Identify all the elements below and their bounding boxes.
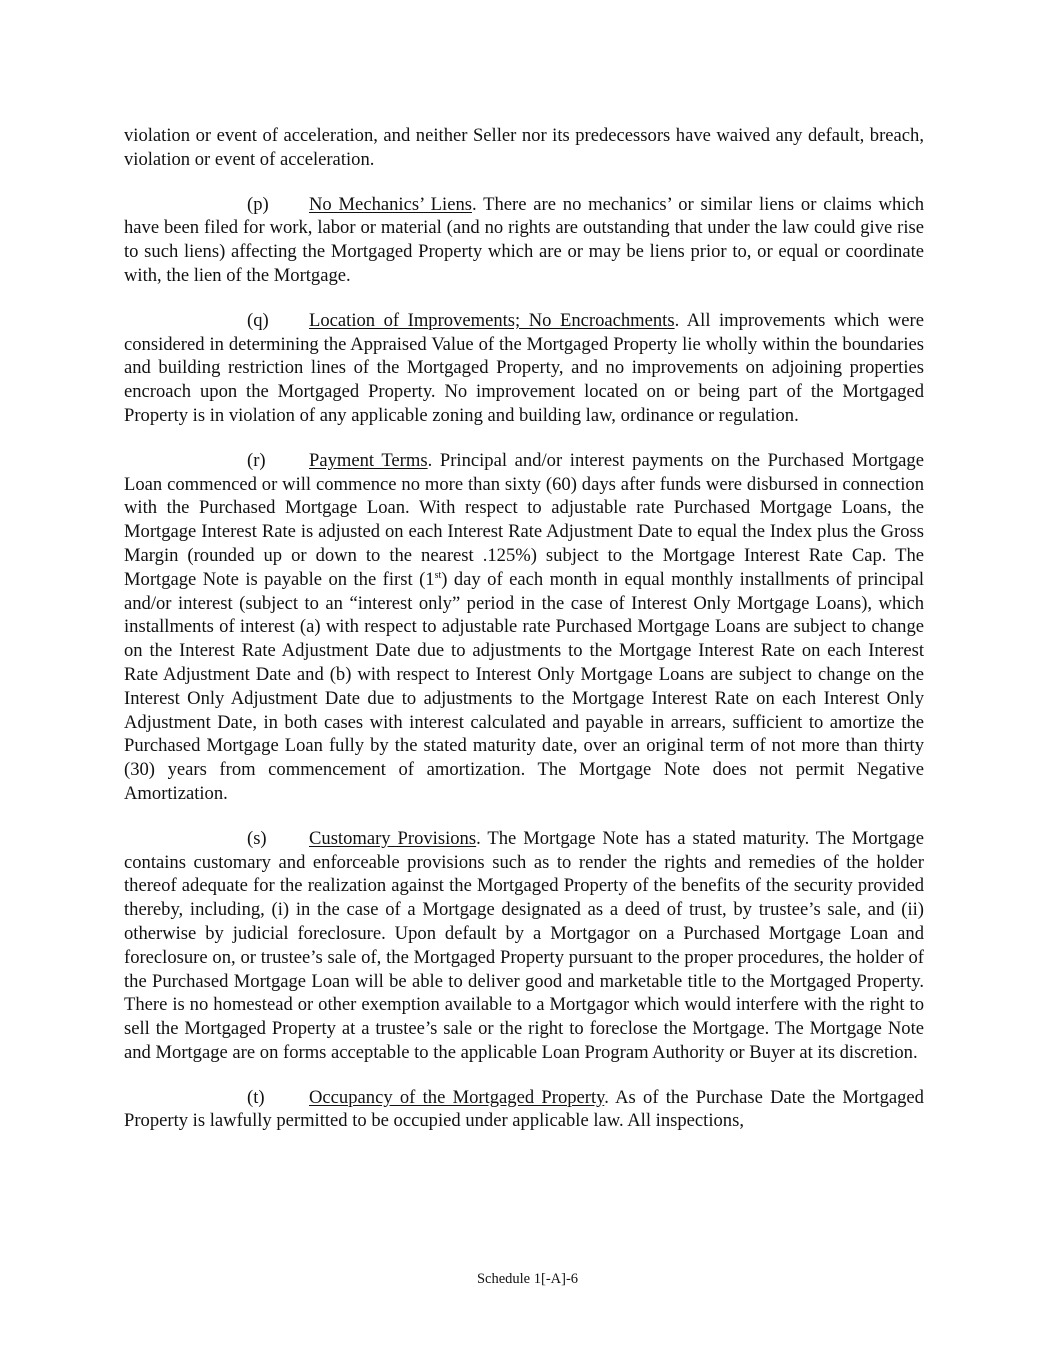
section-s-paragraph	[124, 827, 924, 1065]
section-q-label: (q)	[247, 309, 269, 331]
section-r-body-part2: ) day of each month in equal monthly installments of principal and/or interest (subject to an “interest only” period in the case of Interest Only Mortgage Loans), which installments of interest (a) with respect to adjustable rate Purchased Mortgage Loans are subject to change on the Interest Rate Adjustment Date due to adjustments to the Mortgage Interest Rate on each Interest Rate Adjustment Date and (b) with respect to Interest Only Mortgage Loans are subject to change on the Interest Only Adjustment Date due to adjustments to the Mortgage Interest Rate on each Interest Only Adjustment Date, in both cases with interest calculated and payable in arrears, sufficient to amortize the Purchased Mortgage Loan fully by the stated maturity date, over an original term of not more than thirty (30) years from commencement of amortization. The Mortgage Note does not permit Negative Amortization.	[124, 568, 924, 804]
section-t-label: (t)	[247, 1086, 265, 1108]
section-s-heading: Customary Provisions	[309, 827, 477, 849]
section-q-paragraph	[124, 309, 924, 428]
section-q-heading: Location of Improvements; No Encroachments	[309, 309, 675, 331]
section-s-label: (s)	[247, 827, 267, 849]
section-r-label: (r)	[247, 449, 266, 471]
section-t-body: . As of the Purchase Date the Mortgaged Property is lawfully permitted to be occupied under applicable law. All inspections,	[124, 1086, 924, 1132]
document-page	[124, 124, 924, 1154]
page-footer: Schedule 1[-A]-6	[476, 1271, 579, 1287]
section-p-label: (p)	[247, 193, 269, 215]
section-r-heading: Payment Terms	[309, 449, 428, 471]
section-p-paragraph	[124, 193, 924, 288]
section-r-body-part1: . Principal and/or interest payments on the Purchased Mortgage Loan commenced or will commence no more than sixty (60) days after funds were disbursed in connection with the Purchased Mortgage Loan. With respect to adjustable rate Purchased Mortgage Loans, the Mortgage Interest Rate is adjusted on each Interest Rate Adjustment Date to equal the Index plus the Gross Margin (rounded up or down to the nearest .125%) subject to the Mortgage Interest Rate Cap. The Mortgage Note is payable on the first (1	[124, 449, 924, 590]
intro-paragraph	[124, 124, 924, 172]
section-r-paragraph	[124, 449, 924, 806]
section-t-heading: Occupancy of the Mortgaged Property	[309, 1086, 605, 1108]
section-t-paragraph	[124, 1086, 924, 1134]
intro-text: violation or event of acceleration, and neither Seller nor its predecessors have waived any default, breach, violation or event of acceleration.	[124, 125, 924, 170]
section-p-body: . There are no mechanics’ or similar liens or claims which have been filed for work, labor or material (and no rights are outstanding that under the law could give rise to such liens) affecting the Mortgaged Property which are or may be liens prior to, or equal or coordinate with, the lien of the Mortgage.	[124, 193, 924, 286]
section-p-heading: No Mechanics’ Liens	[309, 193, 472, 215]
section-q-body: . All improvements which were considered in determining the Appraised Value of the Mortgaged Property lie wholly within the boundaries and building restriction lines of the Mortgaged Property, and no improvements on adjoining properties encroach upon the Mortgaged Property. No improvement located on or being part of the Mortgaged Property is in violation of any applicable zoning and building law, ordinance or regulation.	[124, 309, 924, 426]
section-s-body: . The Mortgage Note has a stated maturity. The Mortgage contains customary and enforceable provisions such as to render the rights and remedies of the holder thereof adequate for the realization against the Mortgaged Property of the benefits of the security provided thereby, including, (i) in the case of a Mortgage designated as a deed of trust, by trustee’s sale, and (ii) otherwise by judicial foreclosure. Upon default by a Mortgagor on a Purchased Mortgage Loan and foreclosure on, or trustee’s sale of, the Mortgaged Property pursuant to the proper procedures, the holder of the Purchased Mortgage Loan will be able to deliver good and marketable title to the Mortgaged Property. There is no homestead or other exemption available to a Mortgagor which would interfere with the right to sell the Mortgaged Property at a trustee’s sale or the right to foreclose the Mortgage. The Mortgage Note and Mortgage are on forms acceptable to the applicable Loan Program Authority or Buyer at its discretion.	[124, 827, 924, 1063]
section-r-superscript: st	[434, 569, 442, 581]
